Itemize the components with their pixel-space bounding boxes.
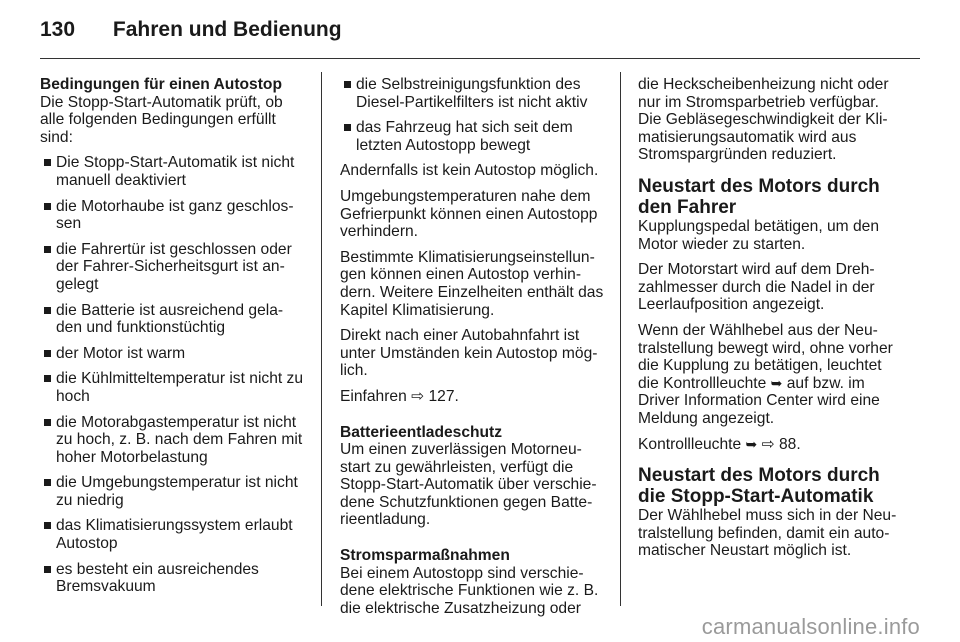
column-3 [638,76,906,568]
header-rule [40,58,920,59]
list-item: das Klimatisierungssystem erlaubt Autostop [40,517,308,552]
paragraph: Die Stopp-Start-Automatik prüft, ob alle folgenden Bedingungen erfüllt sind: [40,93,283,146]
list-item: die Selbstreinigungsfunktion des Diesel-Partikelfilters ist nicht aktiv [340,76,608,111]
running-in-reference[interactable]: Einfahren ⇨ 127. [340,387,459,405]
paragraph: Bei einem Autostopp sind verschie-dene elektrische Funktionen wie z. B. die elektrische Zusatzheizung oder [340,564,599,617]
list-item: der Motor ist warm [40,345,308,363]
page-title: Fahren und Bedienung [112,18,342,41]
paragraph: Umgebungstemperaturen nahe dem Gefrierpunkt können einen Autostopp verhindern. [340,187,598,241]
conditions-list-continued [340,76,608,154]
paragraph: Bestimmte Klimatisierungseinstellun-gen können einen Autostop verhin-dern. Weitere Einzelheiten enthält das Kapitel Klimatisierung. [340,248,604,319]
paragraph: die Heckscheibenheizung nicht oder nur im Stromsparbetrieb verfügbar. Die Gebläsegeschwindigkeit der Kli-matisierungsautomatik wird aus Stromspargründen reduziert. [638,76,889,164]
page-header [40,18,342,42]
paragraph: Um einen zuverlässigen Motorneu-start zu gewährleisten, verfügt die Stopp-Start-Automatik über verschie-dene Schutzfunktionen gegen Batte-rieentladung. [340,441,597,529]
list-item: die Umgebungstemperatur ist nicht zu niedrig [40,474,308,509]
conditions-list [40,154,308,595]
page-number: 130 [40,18,76,41]
list-item: die Motorhaube ist ganz geschlos-sen [40,198,308,233]
section-heading-battery-protection: Batterieentladeschutz [340,423,503,441]
column-divider-2 [620,72,621,606]
column-2 [340,76,608,625]
section-heading-restart-by-system: Neustart des Motors durch die Stopp-Start-Automatik [638,465,880,508]
list-item: die Batterie ist ausreichend gela-den und funktionstüchtig [40,302,308,337]
section-heading-autostop-conditions: Bedingungen für einen Autostop [40,76,282,93]
paragraph: Andernfalls ist kein Autostop möglich. [340,162,599,180]
section-heading-power-saving: Stromsparmaßnahmen [340,547,510,565]
paragraph: Der Motorstart wird auf dem Dreh-zahlmesser durch die Nadel in der Leerlaufposition angezeigt. [638,261,875,314]
paragraph: Der Wählhebel muss sich in der Neu-tralstellung befinden, damit ein auto-matischer Neustart möglich ist. [638,507,897,560]
section-heading-restart-by-driver: Neustart des Motors durch den Fahrer [638,175,880,218]
list-item: die Kühlmitteltemperatur ist nicht zu hoch [40,370,308,405]
indicator-reference[interactable]: ⇨ 88. [761,435,801,453]
paragraph: Direkt nach einer Autobahnfahrt ist unter Umständen kein Autostop mög-lich. [340,327,598,380]
autostop-indicator-icon: ➥ [745,435,758,452]
paragraph: Kontrollleuchte ➥ ⇨ 88. [638,435,801,453]
autostop-indicator-icon: ➥ [770,374,783,391]
list-item: Die Stopp-Start-Automatik ist nicht manuell deaktiviert [40,154,308,189]
list-item: das Fahrzeug hat sich seit dem letzten Autostopp bewegt [340,119,608,154]
column-1 [40,76,308,604]
list-item: es besteht ein ausreichendes Bremsvakuum [40,561,308,596]
list-item: die Fahrertür ist geschlossen oder der Fahrer-Sicherheitsgurt ist an-gelegt [40,241,308,294]
list-item: die Motorabgastemperatur ist nicht zu hoch, z. B. nach dem Fahren mit hoher Motorbelastung [40,414,308,467]
column-divider-1 [321,72,322,606]
paragraph: Wenn der Wählhebel aus der Neu-tralstellung bewegt wird, ohne vorher die Kupplung zu betätigen, leuchtet die Kontrollleuchte ➥ auf bzw. im Driver Information Center wird eine Meldung angezeigt. [638,321,893,427]
watermark: carmanualsonline.info [701,614,920,639]
paragraph: Kupplungspedal betätigen, um den Motor wieder zu starten. [638,217,880,253]
